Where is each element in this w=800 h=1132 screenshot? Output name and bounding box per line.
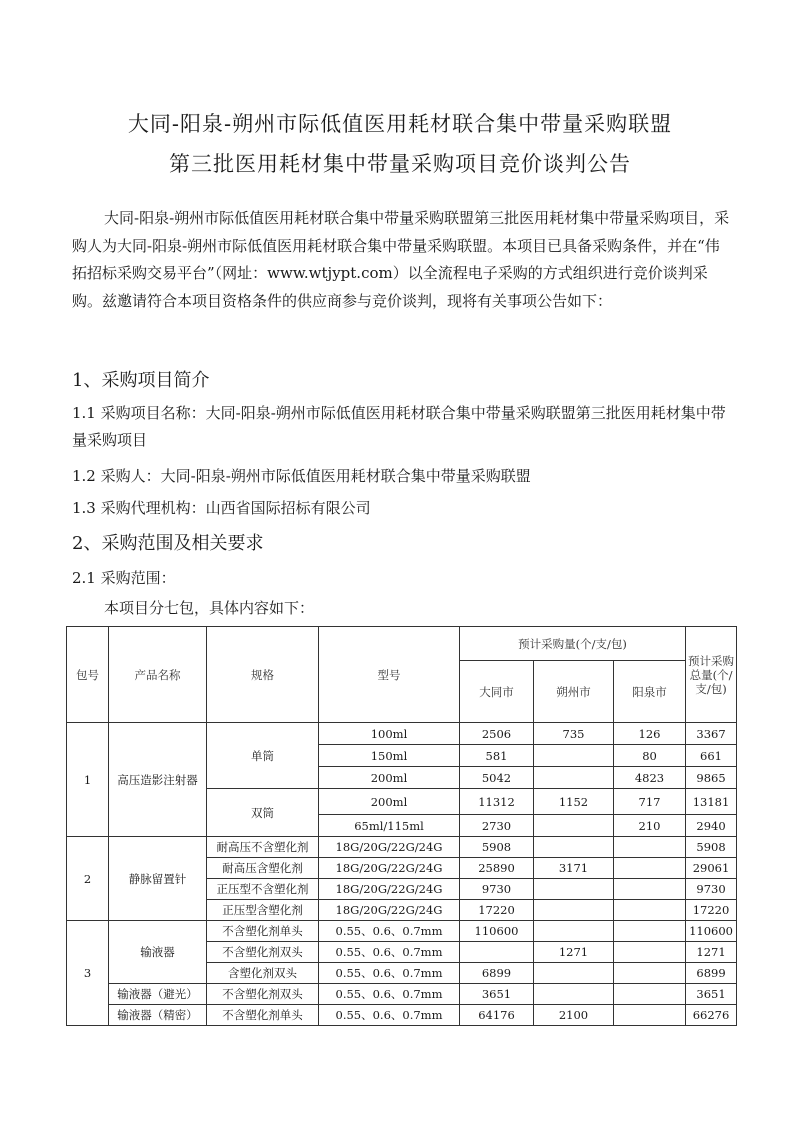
model-cell: 0.55、0.6、0.7mm (319, 1005, 460, 1026)
model-cell: 200ml (319, 789, 460, 815)
datong-cell: 5042 (460, 767, 534, 789)
datong-cell: 25890 (460, 858, 534, 879)
model-cell: 150ml (319, 745, 460, 767)
model-cell: 65ml/115ml (319, 815, 460, 837)
datong-cell: 3651 (460, 984, 534, 1005)
spec-cell: 单筒 (207, 723, 319, 789)
product-name: 输液器（避光） (109, 984, 207, 1005)
item-2-1: 2.1 采购范围： (72, 569, 176, 587)
total-cell: 29061 (686, 858, 737, 879)
package-number: 1 (67, 723, 109, 837)
shuozhou-cell (534, 745, 614, 767)
header-product: 产品名称 (109, 627, 207, 723)
yangquan-cell (614, 900, 686, 921)
yangquan-cell (614, 858, 686, 879)
header-spec: 规格 (207, 627, 319, 723)
total-cell: 3651 (686, 984, 737, 1005)
spec-cell: 不含塑化剂双头 (207, 984, 319, 1005)
model-cell: 18G/20G/22G/24G (319, 879, 460, 900)
total-cell: 9730 (686, 879, 737, 900)
table-row (67, 837, 737, 858)
table-row (67, 723, 737, 745)
model-cell: 100ml (319, 723, 460, 745)
table-row (67, 984, 737, 1005)
datong-cell: 17220 (460, 900, 534, 921)
yangquan-cell (614, 942, 686, 963)
model-cell: 18G/20G/22G/24G (319, 837, 460, 858)
total-cell: 66276 (686, 1005, 737, 1026)
total-cell: 9865 (686, 767, 737, 789)
total-cell: 2940 (686, 815, 737, 837)
total-cell: 5908 (686, 837, 737, 858)
shuozhou-cell (534, 815, 614, 837)
shuozhou-cell: 3171 (534, 858, 614, 879)
package-number: 2 (67, 837, 109, 921)
yangquan-cell (614, 879, 686, 900)
procurement-table (66, 626, 737, 1026)
table-row (67, 921, 737, 942)
header-package: 包号 (67, 627, 109, 723)
model-cell: 200ml (319, 767, 460, 789)
spec-cell: 双筒 (207, 789, 319, 837)
yangquan-cell (614, 963, 686, 984)
model-cell: 0.55、0.6、0.7mm (319, 942, 460, 963)
item-1-2: 1.2 采购人：大同-阳泉-朔州市际低值医用耗材联合集中带量采购联盟 (72, 467, 531, 485)
model-cell: 0.55、0.6、0.7mm (319, 921, 460, 942)
header-model: 型号 (319, 627, 460, 723)
package-number: 3 (67, 921, 109, 1026)
datong-cell: 5908 (460, 837, 534, 858)
document-title-line-1: 大同-阳泉-朔州市际低值医用耗材联合集中带量采购联盟 (127, 112, 673, 136)
product-name: 静脉留置针 (109, 837, 207, 921)
datong-cell: 11312 (460, 789, 534, 815)
spec-cell: 不含塑化剂双头 (207, 942, 319, 963)
shuozhou-cell: 735 (534, 723, 614, 745)
model-cell: 0.55、0.6、0.7mm (319, 963, 460, 984)
header-yangquan: 阳泉市 (614, 661, 686, 723)
header-datong: 大同市 (460, 661, 534, 723)
item-1-3: 1.3 采购代理机构：山西省国际招标有限公司 (72, 499, 371, 517)
datong-cell: 110600 (460, 921, 534, 942)
total-cell: 13181 (686, 789, 737, 815)
product-name: 高压造影注射器 (109, 723, 207, 837)
shuozhou-cell (534, 963, 614, 984)
header-estimate: 预计采购量(个/支/包) (460, 627, 686, 661)
datong-cell: 6899 (460, 963, 534, 984)
spec-cell: 含塑化剂双头 (207, 963, 319, 984)
shuozhou-cell (534, 767, 614, 789)
product-name: 输液器 (109, 921, 207, 984)
yangquan-cell: 126 (614, 723, 686, 745)
packages-note: 本项目分七包，具体内容如下： (104, 599, 315, 617)
yangquan-cell (614, 837, 686, 858)
document-title-line-2: 第三批医用耗材集中带量采购项目竞价谈判公告 (169, 152, 631, 176)
datong-cell: 581 (460, 745, 534, 767)
shuozhou-cell (534, 879, 614, 900)
total-cell: 17220 (686, 900, 737, 921)
total-cell: 1271 (686, 942, 737, 963)
table-row (67, 1005, 737, 1026)
intro-paragraph: 大同-阳泉-朔州市际低值医用耗材联合集中带量采购联盟第三批医用耗材集中带量采购项目，采购人为大同-阳泉-朔州市际低值医用耗材联合集中带量采购联盟。本项目已具备采购条件，并在“伟拓招标采购交易平台”（网址：www.wtjypt.com）以全流程电子采购的方式组织进行竞价谈判采购。兹邀请符合本项目资格条件的供应商参与竞价谈判，现将有关事项公告如下： (72, 209, 730, 310)
datong-cell: 2730 (460, 815, 534, 837)
header-shuozhou: 朔州市 (534, 661, 614, 723)
yangquan-cell (614, 984, 686, 1005)
model-cell: 0.55、0.6、0.7mm (319, 984, 460, 1005)
total-cell: 3367 (686, 723, 737, 745)
shuozhou-cell (534, 900, 614, 921)
total-cell: 6899 (686, 963, 737, 984)
total-cell: 110600 (686, 921, 737, 942)
yangquan-cell: 210 (614, 815, 686, 837)
model-cell: 18G/20G/22G/24G (319, 900, 460, 921)
shuozhou-cell (534, 921, 614, 942)
shuozhou-cell (534, 984, 614, 1005)
shuozhou-cell: 1271 (534, 942, 614, 963)
header-total: 预计采购总量(个/支/包) (686, 627, 737, 723)
yangquan-cell: 4823 (614, 767, 686, 789)
datong-cell: 9730 (460, 879, 534, 900)
yangquan-cell (614, 921, 686, 942)
model-cell: 18G/20G/22G/24G (319, 858, 460, 879)
total-cell: 661 (686, 745, 737, 767)
product-name: 输液器（精密） (109, 1005, 207, 1026)
spec-cell: 不含塑化剂单头 (207, 1005, 319, 1026)
section-heading-1: 1、采购项目简介 (72, 370, 210, 391)
yangquan-cell: 717 (614, 789, 686, 815)
datong-cell: 2506 (460, 723, 534, 745)
section-heading-2: 2、采购范围及相关要求 (72, 533, 264, 554)
spec-cell: 正压型不含塑化剂 (207, 879, 319, 900)
yangquan-cell (614, 1005, 686, 1026)
spec-cell: 耐高压含塑化剂 (207, 858, 319, 879)
yangquan-cell: 80 (614, 745, 686, 767)
spec-cell: 耐高压不含塑化剂 (207, 837, 319, 858)
datong-cell (460, 942, 534, 963)
datong-cell: 64176 (460, 1005, 534, 1026)
shuozhou-cell: 1152 (534, 789, 614, 815)
spec-cell: 不含塑化剂单头 (207, 921, 319, 942)
shuozhou-cell (534, 837, 614, 858)
item-1-1: 1.1 采购项目名称：大同-阳泉-朔州市际低值医用耗材联合集中带量采购联盟第三批医用耗材集中带量采购项目 (72, 404, 726, 449)
shuozhou-cell: 2100 (534, 1005, 614, 1026)
spec-cell: 正压型含塑化剂 (207, 900, 319, 921)
